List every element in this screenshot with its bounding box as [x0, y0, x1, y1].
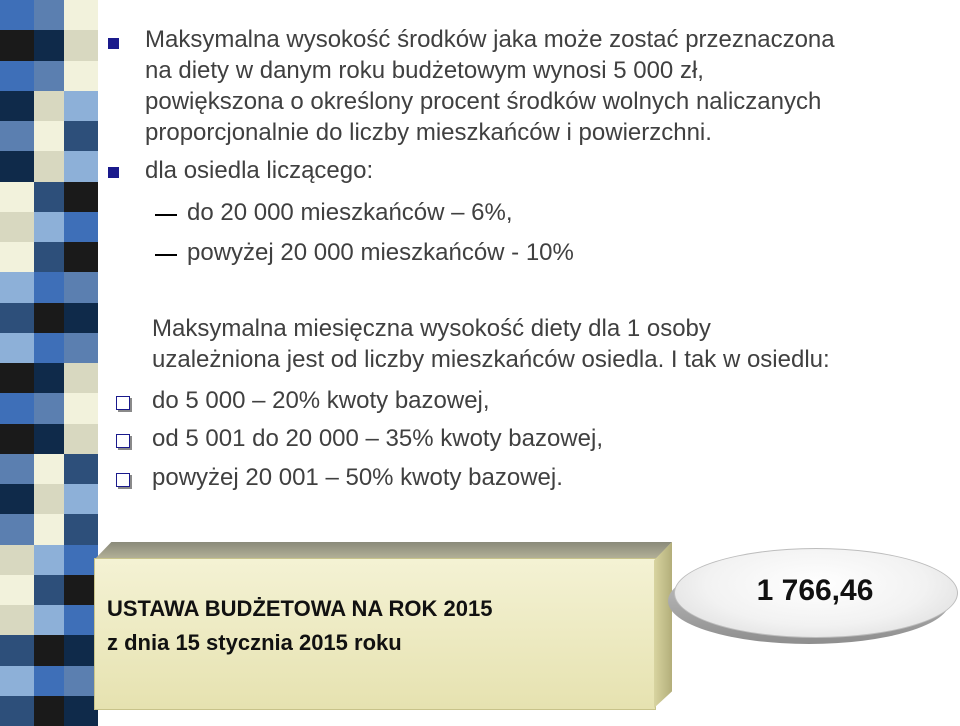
- stripe-cell: [34, 666, 64, 696]
- stripe-cell: [64, 0, 98, 30]
- stripe-cell: [0, 30, 34, 60]
- estate-item-1: do 20 000 mieszkańców – 6%,: [187, 199, 513, 226]
- stripe-cell: [64, 484, 98, 514]
- intro-line-4: proporcjonalnie do liczby mieszkańców i powierzchni.: [145, 119, 712, 146]
- monthly-line-1: Maksymalna miesięczna wysokość diety dla 1 osoby: [152, 315, 711, 342]
- stripe-cell: [0, 121, 34, 151]
- stripe-cell: [0, 484, 34, 514]
- budget-act-date: z dnia 15 stycznia 2015 roku: [107, 630, 402, 655]
- decorative-stripe: [0, 0, 98, 726]
- stripe-cell: [0, 242, 34, 272]
- stripe-cell: [0, 303, 34, 333]
- stripe-cell: [34, 635, 64, 665]
- stripe-cell: [0, 61, 34, 91]
- stripe-row: [0, 484, 98, 514]
- stripe-row: [0, 151, 98, 181]
- stripe-cell: [64, 182, 98, 212]
- base-amount-ellipse: [668, 548, 958, 648]
- stripe-cell: [64, 303, 98, 333]
- stripe-row: [0, 454, 98, 484]
- stripe-cell: [0, 696, 34, 726]
- stripe-cell: [34, 424, 64, 454]
- stripe-cell: [34, 182, 64, 212]
- stripe-row: [0, 212, 98, 242]
- stripe-cell: [0, 182, 34, 212]
- stripe-cell: [34, 514, 64, 544]
- intro-line-2: na diety w danym roku budżetowym wynosi 5 000 zł,: [145, 57, 704, 84]
- stripe-row: [0, 605, 98, 635]
- stripe-cell: [64, 393, 98, 423]
- stripe-cell: [0, 666, 34, 696]
- stripe-cell: [64, 666, 98, 696]
- monthly-item-2: od 5 001 do 20 000 – 35% kwoty bazowej,: [152, 425, 603, 452]
- stripe-cell: [34, 30, 64, 60]
- square-bullet-icon: [108, 38, 119, 49]
- stripe-cell: [64, 605, 98, 635]
- stripe-cell: [0, 363, 34, 393]
- stripe-cell: [64, 151, 98, 181]
- stripe-cell: [34, 605, 64, 635]
- stripe-cell: [0, 0, 34, 30]
- stripe-cell: [0, 272, 34, 302]
- stripe-cell: [34, 333, 64, 363]
- stripe-row: [0, 696, 98, 726]
- stripe-cell: [0, 333, 34, 363]
- stripe-cell: [0, 393, 34, 423]
- stripe-row: [0, 91, 98, 121]
- stripe-cell: [64, 635, 98, 665]
- stripe-cell: [64, 333, 98, 363]
- stripe-row: [0, 666, 98, 696]
- stripe-cell: [34, 454, 64, 484]
- stripe-cell: [64, 696, 98, 726]
- stripe-cell: [64, 363, 98, 393]
- estate-item-2: powyżej 20 000 mieszkańców - 10%: [187, 239, 574, 266]
- stripe-cell: [64, 121, 98, 151]
- stripe-row: [0, 30, 98, 60]
- stripe-cell: [64, 212, 98, 242]
- stripe-row: [0, 121, 98, 151]
- stripe-cell: [34, 61, 64, 91]
- stripe-cell: [64, 545, 98, 575]
- square-bullet-icon: [108, 167, 119, 178]
- stripe-row: [0, 333, 98, 363]
- stripe-cell: [34, 121, 64, 151]
- estate-heading: dla osiedla liczącego:: [145, 157, 374, 184]
- stripe-cell: [34, 545, 64, 575]
- dash-bullet-icon: [155, 254, 177, 256]
- stripe-cell: [64, 575, 98, 605]
- stripe-cell: [0, 545, 34, 575]
- stripe-row: [0, 635, 98, 665]
- stripe-cell: [64, 514, 98, 544]
- monthly-item-1: do 5 000 – 20% kwoty bazowej,: [152, 387, 490, 414]
- intro-line-3: powiększona o określony procent środków wolnych naliczanych: [145, 88, 822, 115]
- stripe-cell: [34, 0, 64, 30]
- stripe-cell: [0, 605, 34, 635]
- stripe-cell: [34, 393, 64, 423]
- stripe-cell: [34, 91, 64, 121]
- stripe-row: [0, 182, 98, 212]
- intro-line-1: Maksymalna wysokość środków jaka może zostać przeznaczona: [145, 26, 835, 53]
- stripe-cell: [0, 151, 34, 181]
- stripe-row: [0, 272, 98, 302]
- stripe-cell: [34, 303, 64, 333]
- stripe-cell: [34, 212, 64, 242]
- stripe-cell: [0, 575, 34, 605]
- stripe-row: [0, 363, 98, 393]
- stripe-cell: [34, 575, 64, 605]
- dash-bullet-icon: [155, 214, 177, 216]
- monthly-line-2: uzależniona jest od liczby mieszkańców osiedla. I tak w osiedlu:: [152, 346, 830, 373]
- stripe-cell: [34, 151, 64, 181]
- stripe-cell: [64, 61, 98, 91]
- stripe-row: [0, 0, 98, 30]
- stripe-row: [0, 575, 98, 605]
- stripe-cell: [64, 30, 98, 60]
- stripe-cell: [64, 454, 98, 484]
- stripe-row: [0, 393, 98, 423]
- stripe-cell: [64, 91, 98, 121]
- stripe-cell: [34, 242, 64, 272]
- stripe-row: [0, 545, 98, 575]
- stripe-cell: [0, 91, 34, 121]
- checkbox-bullet-icon: [116, 473, 130, 487]
- stripe-cell: [34, 363, 64, 393]
- base-amount-value: 1 766,46: [756, 574, 874, 607]
- stripe-cell: [64, 242, 98, 272]
- stripe-cell: [64, 272, 98, 302]
- stripe-cell: [34, 272, 64, 302]
- checkbox-bullet-icon: [116, 396, 130, 410]
- stripe-cell: [34, 484, 64, 514]
- stripe-row: [0, 424, 98, 454]
- stripe-cell: [0, 514, 34, 544]
- checkbox-bullet-icon: [116, 434, 130, 448]
- stripe-row: [0, 61, 98, 91]
- stripe-cell: [0, 635, 34, 665]
- stripe-row: [0, 242, 98, 272]
- stripe-cell: [0, 212, 34, 242]
- stripe-row: [0, 303, 98, 333]
- budget-act-box: [94, 542, 672, 708]
- monthly-item-3: powyżej 20 001 – 50% kwoty bazowej.: [152, 464, 563, 491]
- budget-act-title: USTAWA BUDŻETOWA NA ROK 2015: [107, 596, 493, 621]
- stripe-cell: [0, 454, 34, 484]
- stripe-cell: [0, 424, 34, 454]
- stripe-cell: [64, 424, 98, 454]
- stripe-cell: [34, 696, 64, 726]
- stripe-row: [0, 514, 98, 544]
